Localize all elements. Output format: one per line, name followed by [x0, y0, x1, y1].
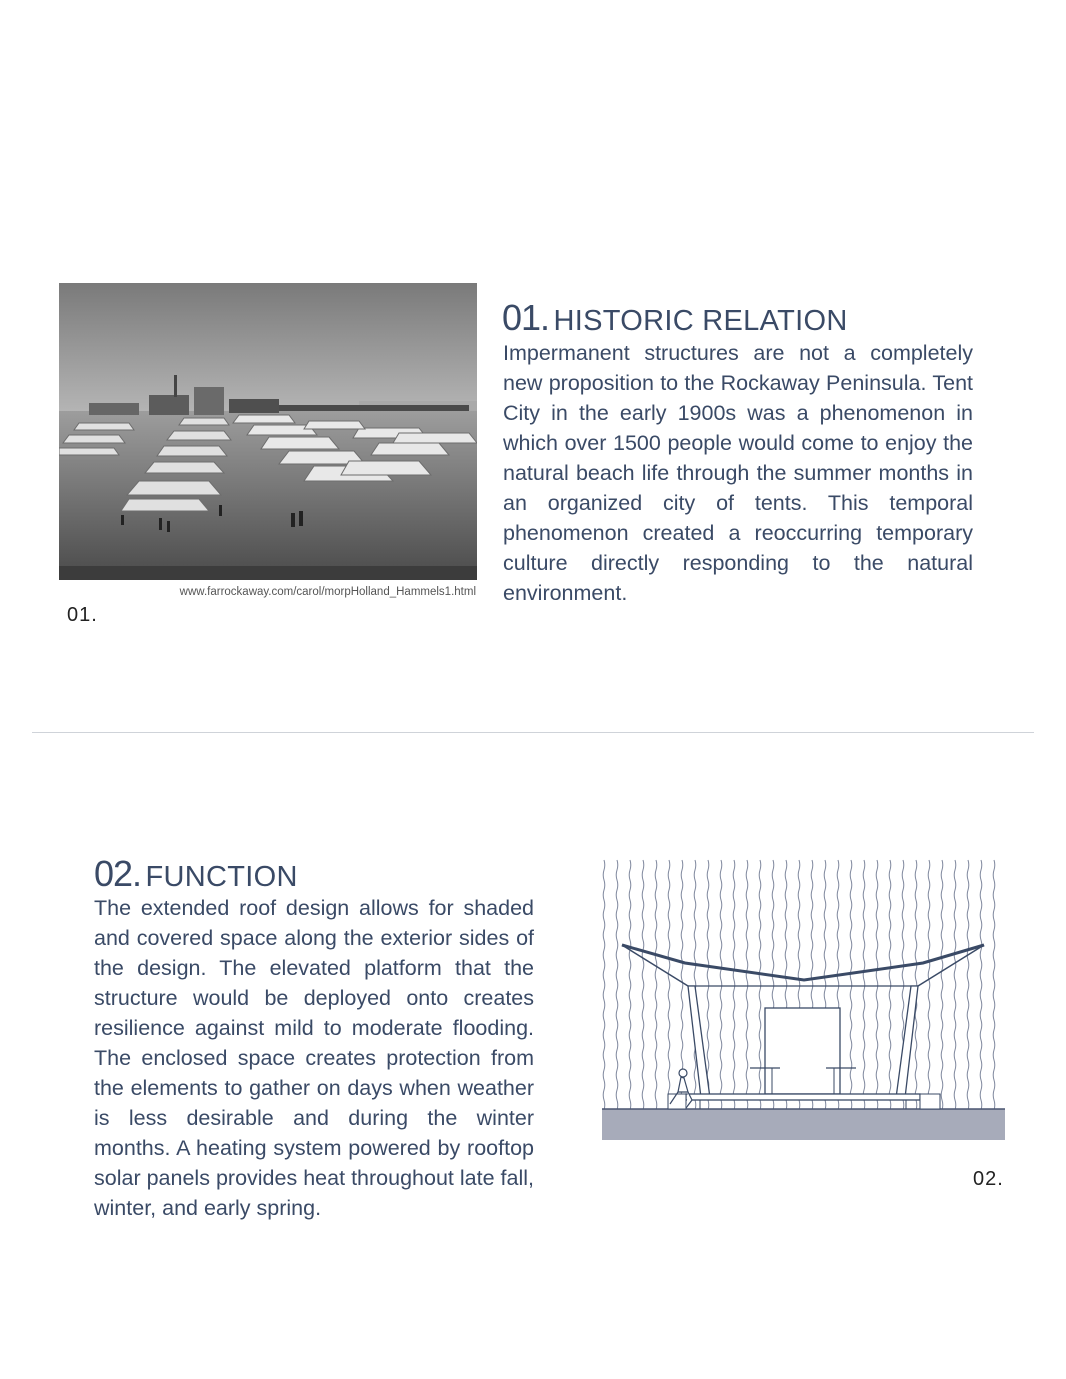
rain-line — [603, 860, 605, 1110]
rain-line — [694, 860, 696, 1110]
historic-relation-body: Impermanent structures are not a completely new proposition to the Rockaway Peninsula. Tent City in the early 1900s was a phenomenon in which over 1500 people would come to enjoy the natural beach life through the summer months in an organized city of tents. This temporal phenomenon created a reoccurring temporary culture directly responding to the natural environment. — [503, 341, 973, 605]
figure-label-02: 02. — [973, 1168, 1004, 1190]
rain-line — [616, 860, 618, 1110]
rain-line — [967, 860, 969, 1110]
rain-line — [980, 860, 982, 1110]
rain-line — [941, 860, 943, 1110]
rain-line — [928, 860, 930, 1110]
section-number: 01. — [502, 297, 550, 338]
section-title: FUNCTION — [145, 861, 298, 893]
figure-label-01: 01. — [67, 604, 98, 626]
section-heading-function — [94, 853, 298, 895]
rain-line — [642, 860, 644, 1110]
rain-line — [915, 860, 917, 1110]
section-heading-historic-relation — [502, 297, 848, 339]
section-number: 02. — [94, 853, 142, 894]
rain-line — [759, 860, 761, 1110]
rain-line — [668, 860, 670, 1110]
rain-line — [733, 860, 735, 1110]
rain-line — [954, 860, 956, 1110]
image-credit: www.farrockaway.com/carol/morpHolland_Hammels1.html — [179, 586, 476, 598]
rain-line — [876, 860, 878, 1110]
tent-city-photo — [59, 283, 477, 580]
function-body: The extended roof design allows for shaded and covered space along the exterior sides of the design. The elevated platform that the structure would be deployed onto creates resilience against mild to moderate flooding. The enclosed space creates protection from the elements to gather on days when weather is less desirable and during the winter months. A heating system powered by rooftop solar panels provides heat throughout late fall, winter, and early spring. — [94, 896, 534, 1220]
rain-line — [889, 860, 891, 1110]
rain-line — [720, 860, 722, 1110]
rain-line — [993, 860, 995, 1110]
rain-line — [707, 860, 709, 1110]
rain-line — [629, 860, 631, 1110]
rain-line — [655, 860, 657, 1110]
rain-line — [746, 860, 748, 1110]
rain-line — [863, 860, 865, 1110]
section-title: HISTORIC RELATION — [553, 305, 848, 337]
section-divider — [32, 732, 1034, 733]
pavilion-section-drawing — [600, 858, 1006, 1142]
rain-line — [850, 860, 852, 1110]
